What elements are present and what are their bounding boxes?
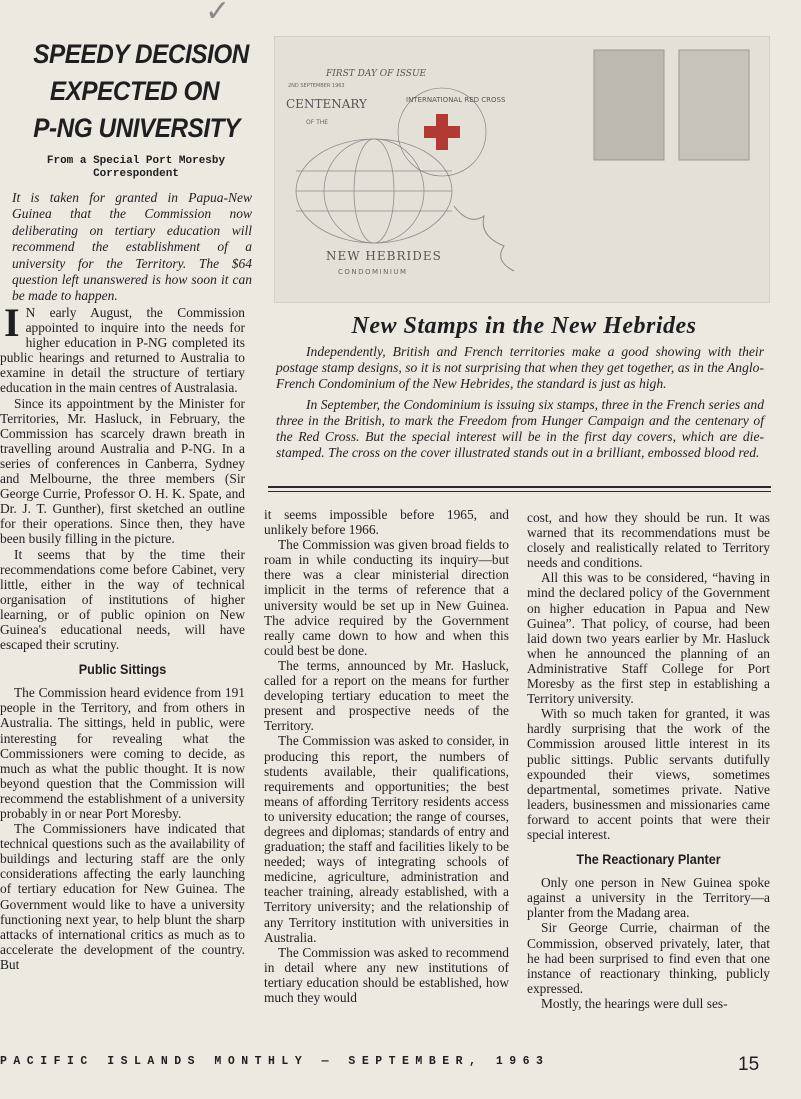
first-day-label: FIRST DAY OF ISSUE bbox=[326, 69, 427, 79]
issue-date: 2ND SEPTEMBER 1963 bbox=[288, 83, 345, 89]
paragraph: Mostly, the hearings were dull ses- bbox=[541, 995, 728, 1011]
running-footer: PACIFIC ISLANDS MONTHLY — SEPTEMBER, 1963 bbox=[0, 1055, 550, 1068]
byline: From a Special Port Moresby Correspondent bbox=[46, 155, 226, 180]
paragraph: In September, the Condominium is issuing six stamps, three in the French series and three in the British, to mark the Freedom from Hunger Campaign and the centenary of the Red Cross. But the special interest will be in the first day covers, which are die-stamped. The cross on the cover illustrated stands out in a brilliant, embossed blood red. bbox=[276, 397, 764, 460]
paragraph: Since its appointment by the Minister for Territories, Mr. Hasluck, in February, the Commission has scarcely drawn breath in travelling around Australia and P-NG. In a series of conferences in Canberra, Sydney and Melbourne, the three members (Sir George Currie, Professor O. H. K. Spate, and Dr. J. T. Gunther), first sketched an outline for their operations. Since then, they have been busily filling in the picture. bbox=[0, 395, 245, 547]
paragraph: The terms, announced by Mr. Hasluck, called for a report on the means for further developing tertiary education to meet the present and prospective needs of the Territory. bbox=[264, 657, 509, 734]
intro-paragraph: It is taken for granted in Papua-New Guinea that the Commission now deliberating on tertiary education will recommend the establishment of a university for the Territory. The $64 question left unanswered is how soon it can be made to happen. bbox=[12, 190, 252, 304]
paragraph: With so much taken for granted, it was hardly surprising that the work of the Commission aroused little interest in its public sittings. Public servants dutifully expounded their views, sometimes departmental, sometimes private. Native leaders, businessmen and missionaries came forward to accent points that were their special interest. bbox=[527, 706, 770, 842]
red-cross-vertical bbox=[436, 114, 448, 150]
subheading-reactionary-planter: The Reactionary Planter bbox=[576, 851, 721, 868]
headline-line-3: P-NG UNIVERSITY bbox=[33, 113, 240, 143]
drop-cap: I bbox=[4, 300, 20, 345]
divider-rule bbox=[268, 486, 771, 488]
islands-drawing bbox=[454, 206, 514, 271]
paragraph: The Commission heard evidence from 191 people in the Territory, and from others in Australia. The sittings, held in public, were interesting for revealing what the Commissioners were coming to decide, as much as what the public thought. It is now beyond question that the Commission will recommend the establishment of a university probably in or near Port Moresby. bbox=[0, 685, 245, 821]
centenary-label: CENTENARY bbox=[286, 97, 367, 111]
article-column-2 bbox=[264, 507, 509, 1005]
article-column-1 bbox=[0, 300, 245, 972]
paragraph: All this was to be considered, “having in mind the declared policy of the Government on higher education in Papua and New Guinea”. That policy, of course, had been laid down two years earlier by Mr. Hasluck when he announced the planning of an Administrative Staff College for Port Moresby as the first step in establishing a Territory university. bbox=[527, 570, 770, 707]
headline-line-2: EXPECTED ON bbox=[49, 76, 220, 106]
country-label: NEW HEBRIDES bbox=[326, 249, 442, 263]
paragraph: cost, and how they should be run. It was warned that its recommendations must be closely and realistically related to Territory needs and conditions. bbox=[527, 510, 770, 571]
divider-rule-thin bbox=[268, 491, 771, 492]
paragraph: The Commission was given broad fields to roam in while conducting its inquiry—but there was a clear ministerial direction implicit in the terms of reference that a university would be set up in New Guinea. The advice required by the Government really came down to how and when this could best be done. bbox=[264, 537, 509, 658]
paragraph: The Commission was asked to recommend in detail where any new institutions of tertiary education should be established, how much they would bbox=[264, 944, 509, 1005]
ring-text: INTERNATIONAL RED CROSS bbox=[406, 96, 506, 104]
article-column-3 bbox=[527, 510, 770, 1011]
page-number: 15 bbox=[738, 1054, 760, 1075]
of-the-label: OF THE bbox=[306, 119, 329, 126]
paragraph: Only one person in New Guinea spoke against a university in the Territory—a planter from the Madang area. bbox=[527, 875, 770, 921]
check-mark-icon: ✓ bbox=[205, 0, 231, 29]
paragraph: It seems that by the time their recommendations come before Cabinet, very little, either in the way of technical organisation of institutions of higher learning, or of public opinion on New Guinea's educational needs, will have escaped their scrutiny. bbox=[0, 546, 245, 653]
paragraph: it seems impossible before 1965, and unlikely before 1966. bbox=[264, 507, 509, 538]
condominium-label: CONDOMINIUM bbox=[338, 268, 408, 276]
stamp-right bbox=[679, 50, 749, 160]
paragraph-text: N early August, the Commission appointed to inquire into the needs for higher education in P-NG completed its public hearings and returned to Australia to examine in detail the structure of tertiary education in the main centres of Australasia. bbox=[0, 305, 245, 396]
globe-lines bbox=[296, 139, 452, 243]
stamps-article-title: New Stamps in the New Hebrides bbox=[351, 313, 697, 339]
paragraph: The Commissioners have indicated that technical questions such as the availability of buildings and lecturing staff are the only considerations affecting the early launching of tertiary education for New Guinea. The Government would like to have a university functioning next year, to help blunt the sharp attacks of international critics as much as to accelerate the development of the country. But bbox=[0, 821, 245, 972]
first-paragraph bbox=[0, 300, 245, 396]
stamps-article-body bbox=[276, 344, 764, 467]
first-day-cover-illustration bbox=[274, 36, 768, 301]
subheading-public-sittings: Public Sittings bbox=[78, 661, 167, 678]
headline-line-1: SPEEDY DECISION bbox=[33, 39, 249, 69]
headline bbox=[33, 36, 249, 147]
paragraph: Independently, British and French territories make a good showing with their postage stamp designs, so it is not surprising that when they get together, as in the Anglo-French Condominium of the New Hebrides, the standard is just as high. bbox=[276, 344, 764, 391]
paragraph: The Commission was asked to consider, in producing this report, the numbers of students available, their qualifications, requirements and opportunities; the best means of affording Territory residents access to university education; the range of courses, degrees and diplomas; standards of entry and graduation; the staff and facilities likely to be needed; ways of integrating schools of medicine, agriculture, administration and teacher training, already established, with a Territory university; and the relationship of any Territory institution with universities in Australia. bbox=[264, 733, 509, 945]
paragraph: Sir George Currie, chairman of the Commission, observed privately, later, that he had been surprised to find even that one instance of reactionary thinking, publicly expressed. bbox=[527, 920, 770, 996]
stamp-left bbox=[594, 50, 664, 160]
